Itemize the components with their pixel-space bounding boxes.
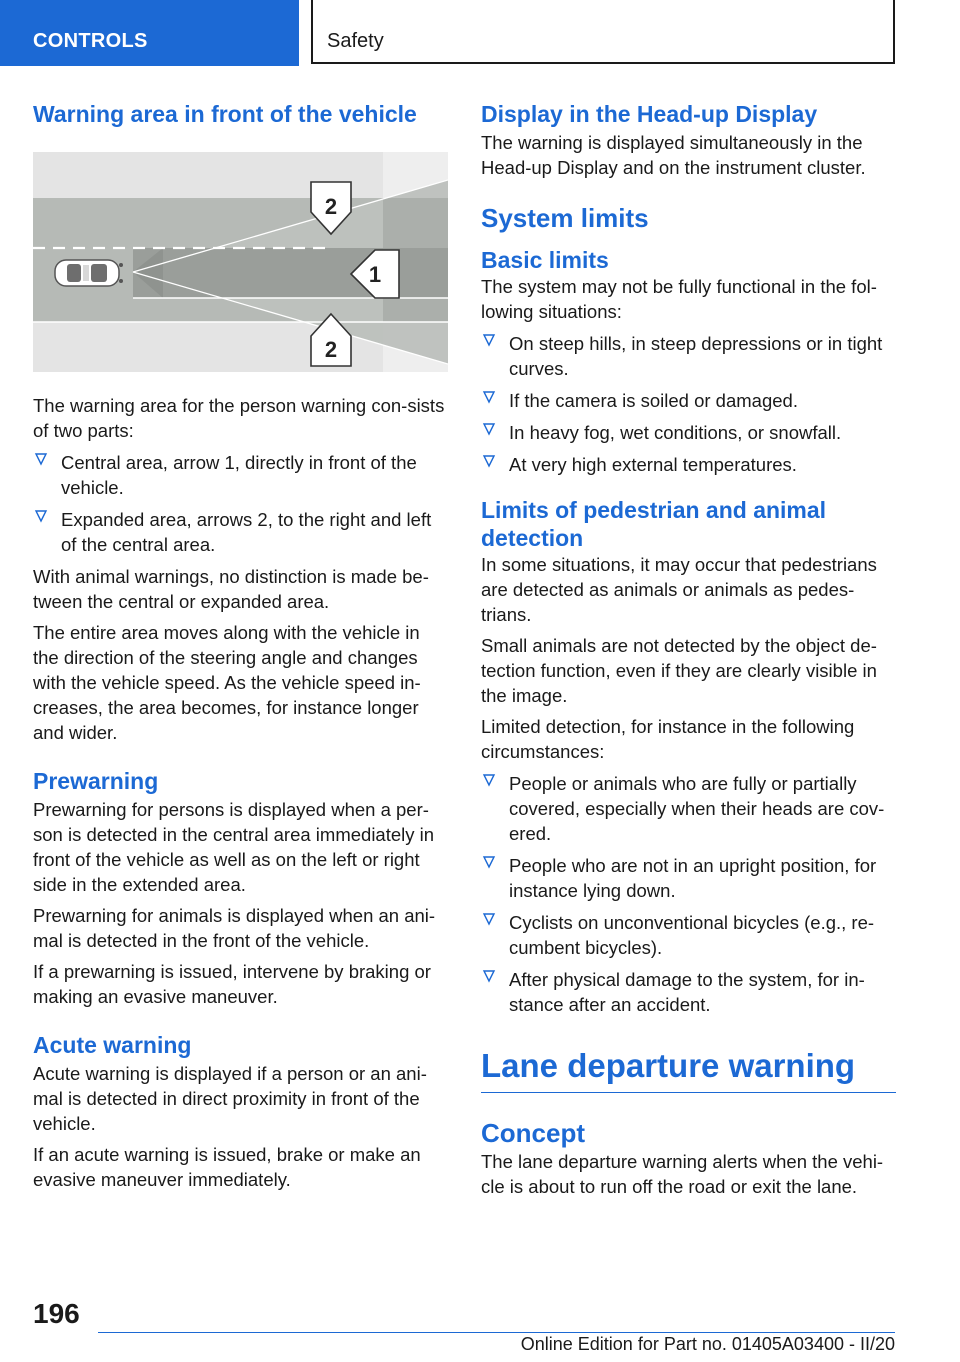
arrow-2-top-label: 2 xyxy=(324,194,338,219)
list-item: Cyclists on unconventional bicycles (e.g., re-cumbent bicycles). xyxy=(481,910,896,960)
list-item: At very high external temperatures. xyxy=(481,452,896,477)
list-item: Central area, arrow 1, directly in front of the vehicle. xyxy=(33,450,448,500)
triangle-bullet-icon xyxy=(34,451,48,467)
warning-area-diagram xyxy=(33,152,448,372)
right-column xyxy=(481,100,896,1199)
concept-paragraph: The lane departure warning alerts when the vehi-cle is about to run off the road or exit the lane. xyxy=(481,1151,884,1197)
detection-paragraph-1: In some situations, it may occur that pedestrians are detected as animals or animals as pedes-trians. xyxy=(481,554,877,625)
basic-limits-heading: Basic limits xyxy=(481,247,609,273)
animal-warning-paragraph: With animal warnings, no distinction is made be-tween the central or expanded area. xyxy=(33,566,429,612)
triangle-bullet-icon xyxy=(482,968,496,984)
triangle-bullet-icon xyxy=(34,508,48,524)
section-tab: Safety xyxy=(311,0,895,64)
chapter-tab: CONTROLS xyxy=(0,0,299,66)
left-column xyxy=(33,100,448,1192)
list-item: On steep hills, in steep depressions or in tight curves. xyxy=(481,331,896,381)
detection-limits-heading: Limits of pedestrian and animal detection xyxy=(481,497,827,551)
warning-area-heading: Warning area in front of the vehicle xyxy=(33,101,417,127)
prewarning-paragraph-3: If a prewarning is issued, intervene by braking or making an evasive maneuver. xyxy=(33,961,431,1007)
triangle-bullet-icon xyxy=(482,332,496,348)
page-number: 196 xyxy=(33,1298,80,1329)
arrow-1-label: 1 xyxy=(368,262,382,287)
footer-rule xyxy=(98,1332,895,1333)
area-moves-paragraph: The entire area moves along with the vehicle in the direction of the steering angle and changes with the vehicle speed. As the vehicle speed in-creases, the area becomes, for instance longer and wider. xyxy=(33,622,421,743)
detection-limits-list xyxy=(481,771,896,1017)
acute-warning-heading: Acute warning xyxy=(33,1032,192,1058)
lane-departure-heading: Lane departure warning xyxy=(481,1046,896,1093)
detection-paragraph-2: Small animals are not detected by the object de-tection function, even if they are clearly visible in the image. xyxy=(481,635,877,706)
prewarning-heading: Prewarning xyxy=(33,768,159,794)
concept-heading: Concept xyxy=(481,1118,585,1148)
arrow-2-bottom-label: 2 xyxy=(324,337,338,362)
triangle-bullet-icon xyxy=(482,772,496,788)
central-area xyxy=(133,248,448,298)
acute-warning-paragraph-1: Acute warning is displayed if a person or an ani-mal is detected in direct proximity in front of the vehicle. xyxy=(33,1063,427,1134)
car-icon xyxy=(55,260,123,286)
acute-warning-paragraph-2: If an acute warning is issued, brake or make an evasive maneuver immediately. xyxy=(33,1144,421,1190)
detection-paragraph-3: Limited detection, for instance in the following circumstances: xyxy=(481,716,855,762)
page-header xyxy=(0,0,960,66)
hud-heading: Display in the Head-up Display xyxy=(481,101,818,127)
triangle-bullet-icon xyxy=(482,453,496,469)
warning-area-intro: The warning area for the person warning con-sists of two parts: xyxy=(33,395,445,441)
basic-limits-list xyxy=(481,331,896,477)
list-item: In heavy fog, wet conditions, or snowfall. xyxy=(481,420,896,445)
hud-paragraph: The warning is displayed simultaneously in the Head-up Display and on the instrument cluster. xyxy=(481,132,866,178)
list-item: Expanded area, arrows 2, to the right and left of the central area. xyxy=(33,507,448,557)
prewarning-paragraph-1: Prewarning for persons is displayed when a per-son is detected in the central area immediately in front of the vehicle as well as on the left or right side in the extended area. xyxy=(33,799,435,895)
triangle-bullet-icon xyxy=(482,421,496,437)
list-item: If the camera is soiled or damaged. xyxy=(481,388,896,413)
list-item: People or animals who are fully or partially covered, especially when their heads are cov-ered. xyxy=(481,771,896,846)
warning-area-parts xyxy=(33,450,448,557)
prewarning-paragraph-2: Prewarning for animals is displayed when an ani-mal is detected in the front of the vehicle. xyxy=(33,905,436,951)
basic-limits-paragraph: The system may not be fully functional in the fol-lowing situations: xyxy=(481,276,877,322)
system-limits-heading: System limits xyxy=(481,203,649,233)
triangle-bullet-icon xyxy=(482,911,496,927)
list-item: After physical damage to the system, for in-stance after an accident. xyxy=(481,967,896,1017)
footer-edition: Online Edition for Part no. 01405A03400 - II/20 xyxy=(520,1334,895,1354)
list-item: People who are not in an upright position, for instance lying down. xyxy=(481,853,896,903)
triangle-bullet-icon xyxy=(482,389,496,405)
triangle-bullet-icon xyxy=(482,854,496,870)
